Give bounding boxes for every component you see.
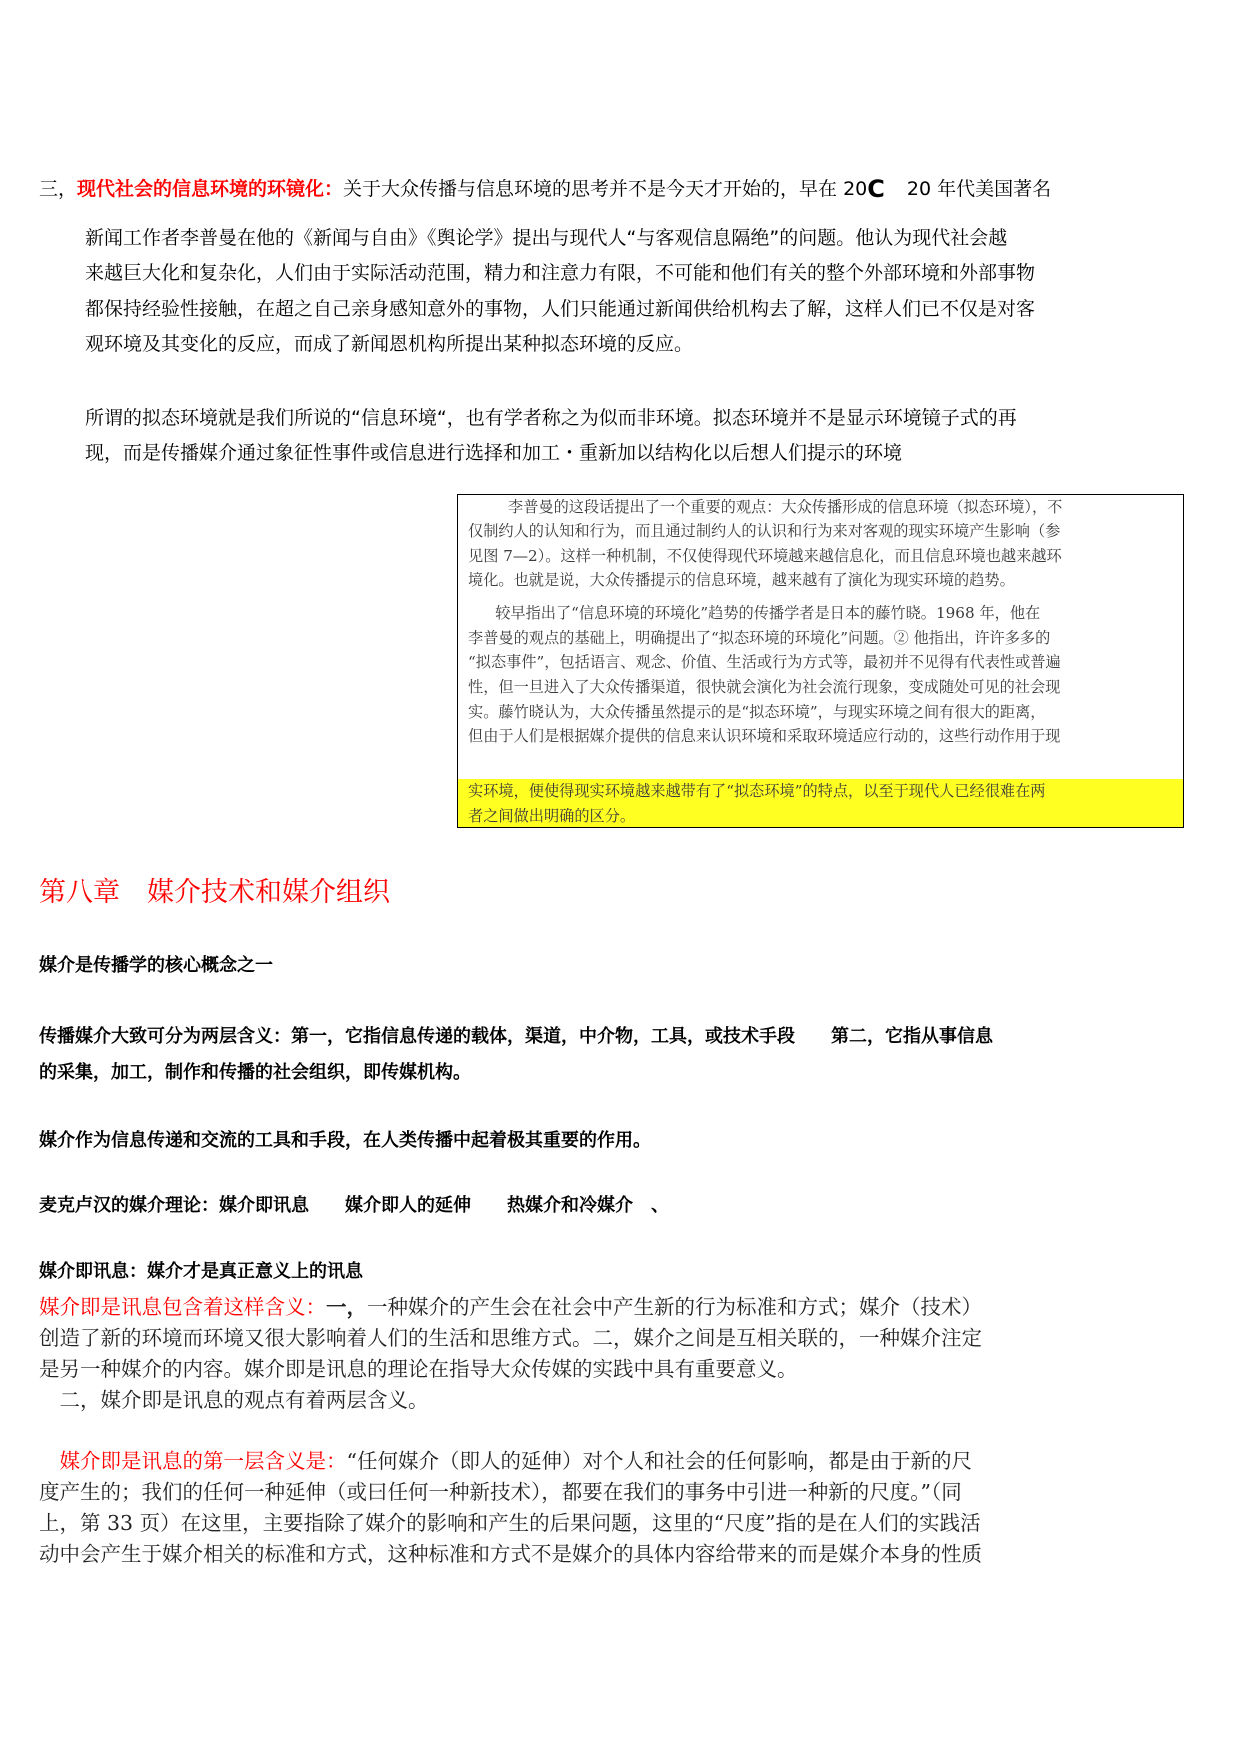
scan-line: 境化。也就是说，大众传播提示的信息环境，越来越有了演化为现实环境的趋势。 bbox=[468, 571, 1015, 589]
meaning-line1: 一种媒介的产生会在社会中产生新的行为标准和方式；媒介（技术） bbox=[367, 1295, 982, 1319]
section3-para2-line: 现，而是传播媒介通过象征性事件或信息进行选择和加工・重新加以结构化以后想人们提示的环境 bbox=[85, 442, 903, 464]
scan-line: 李普曼的这段话提出了一个重要的观点：大众传播形成的信息环境（拟态环境），不 bbox=[508, 498, 1063, 516]
meaning-red-lead: 媒介即是讯息包含着这样含义： bbox=[39, 1295, 326, 1319]
meaning-line: 是另一种媒介的内容。媒介即是讯息的理论在指导大众传媒的实践中具有重要意义。 bbox=[39, 1357, 798, 1381]
paragraph: 媒介是传播学的核心概念之一 bbox=[39, 955, 273, 976]
scan-line: 李普曼的观点的基础上，明确提出了“拟态环境的环境化”问题。② 他指出，许许多多的 bbox=[468, 629, 1051, 647]
section3-title: 现代社会的信息环境的环镜化： bbox=[77, 178, 344, 200]
scan-line: 但由于人们是根据媒介提供的信息来认识环境和采取环境适应行动的，这些行动作用于现 bbox=[468, 727, 1061, 745]
section3-para2-line: 所谓的拟态环境就是我们所说的“信息环境“，也有学者称之为似而非环境。拟态环境并不是显示环境镜子式的再 bbox=[85, 407, 1017, 429]
scan-line: “拟态事件”，包括语言、观念、价值、生活或行为方式等，最初并不见得有代表性或普遍 bbox=[468, 653, 1061, 671]
paragraph: 麦克卢汉的媒介理论：媒介即讯息 媒介即人的延伸 热媒介和冷媒介 、 bbox=[39, 1195, 669, 1216]
section3-line1-end: 20 年代美国著名 bbox=[906, 178, 1052, 200]
first-meaning-line: 度产生的；我们的任何一种延伸（或曰任何一种新技术），都要在我们的事务中引进一种新的尺度。”（同 bbox=[39, 1480, 962, 1504]
section3-line: 来越巨大化和复杂化，人们由于实际活动范围，精力和注意力有限，不可能和他们有关的整个外部环境和外部事物 bbox=[85, 262, 1036, 284]
scan-line: 性，但一旦进入了大众传播渠道，很快就会演化为社会流行现象，变成随处可见的社会现 bbox=[468, 678, 1061, 696]
section3-line: 新闻工作者李普曼在他的《新闻与自由》《舆论学》提出与现代人“与客观信息隔绝”的问题。他认为现代社会越 bbox=[85, 227, 1008, 249]
first-meaning-line: 上，第 33 页）在这里，主要指除了媒介的影响和产生的后果问题，这里的“尺度”指的是在人们的实践活 bbox=[39, 1511, 981, 1535]
paragraph: 媒介作为信息传递和交流的工具和手段，在人类传播中起着极其重要的作用。 bbox=[39, 1130, 651, 1151]
scan-line: 见图 7—2）。这样一种机制，不仅使得现代环境越来越信息化，而且信息环境也越来越环 bbox=[468, 547, 1062, 565]
section3-line: 都保持经验性接触，在超之自己亲身感知意外的事物，人们只能通过新闻供给机构去了解，这样人们已不仅是对客 bbox=[85, 298, 1036, 320]
scanned-excerpt-image bbox=[457, 494, 1184, 828]
scan-line: 者之间做出明确的区分。 bbox=[468, 807, 636, 825]
first-meaning-line bbox=[39, 1446, 972, 1476]
scan-line: 实环境，便使得现实环境越来越带有了“拟态环境”的特点，以至于现代人已经很难在两 bbox=[468, 782, 1046, 800]
section3-prefix: 三， bbox=[39, 178, 78, 200]
paragraph: 的采集，加工，制作和传播的社会组织，即传媒机构。 bbox=[39, 1062, 471, 1083]
meaning-line: 创造了新的环境而环境又很大影响着人们的生活和思维方式。二，媒介之间是互相关联的，一种媒介注定 bbox=[39, 1326, 982, 1350]
scan-line: 较早指出了“信息环境的环境化”趋势的传播学者是日本的藤竹晓。1968 年，他在 bbox=[480, 604, 1041, 622]
section3-line: 观环境及其变化的反应，而成了新闻恩机构所提出某种拟态环境的反应。 bbox=[85, 333, 694, 355]
first-meaning-rest: “任何媒介（即人的延伸）对个人和社会的任何影响，都是由于新的尺 bbox=[346, 1449, 972, 1473]
first-meaning-line: 动中会产生于媒介相关的标准和方式，这种标准和方式不是媒介的具体内容给带来的而是媒介本身的性质 bbox=[39, 1542, 982, 1566]
paragraph: 传播媒介大致可分为两层含义：第一，它指信息传递的载体，渠道，中介物，工具，或技术手段 第二，它指从事信息 bbox=[39, 1026, 993, 1047]
paragraph: 媒介即讯息：媒介才是真正意义上的讯息 bbox=[39, 1261, 363, 1282]
scan-line: 仅制约人的认知和行为，而且通过制约人的认识和行为来对客观的现实环境产生影响（参 bbox=[468, 522, 1061, 540]
chapter-title: 第八章 媒介技术和媒介组织 bbox=[39, 877, 390, 908]
meaning-bold-one: 一， bbox=[326, 1295, 367, 1319]
scan-line: 实。藤竹晓认为，大众传播虽然提示的是“拟态环境”，与现实环境之间有很大的距离， bbox=[468, 703, 1046, 721]
section3-heading bbox=[39, 175, 1052, 203]
section3-line1-text: 关于大众传播与信息环境的思考并不是今天才开始的，早在 20 bbox=[343, 178, 868, 200]
first-meaning-red: 媒介即是讯息的第一层含义是： bbox=[39, 1449, 347, 1473]
meaning-line: 二，媒介即是讯息的观点有着两层含义。 bbox=[39, 1388, 429, 1412]
section3-line1-c: C bbox=[867, 175, 885, 203]
meaning-line bbox=[39, 1292, 982, 1322]
